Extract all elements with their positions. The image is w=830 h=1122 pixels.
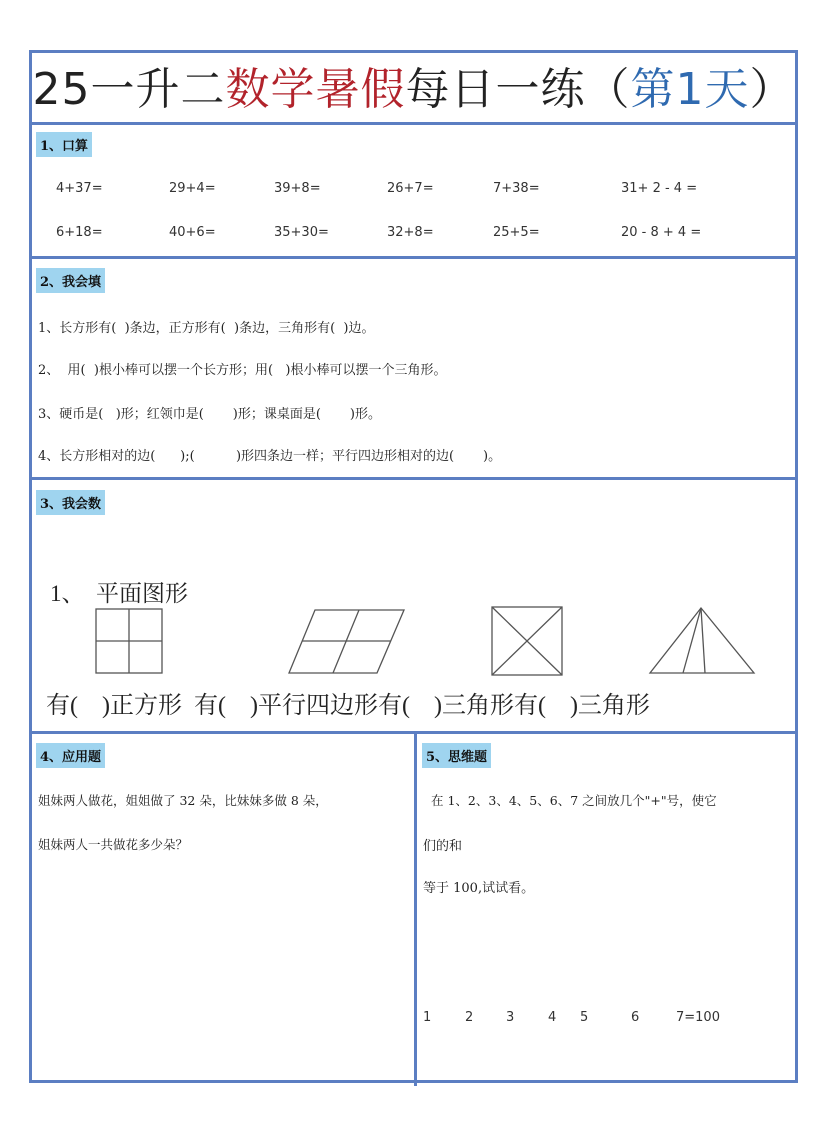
calc-item: 4+37=: [56, 181, 103, 196]
triangle-figure: [648, 606, 758, 676]
section1-label: 1、口算: [36, 132, 92, 157]
title-prefix: 25一升二: [32, 64, 226, 115]
problem-text: 姐妹两人一共做花多少朵？: [38, 837, 189, 852]
puzzle-number: 1: [423, 1010, 432, 1025]
fill-question: 3、硬币是( )形；红领巾是( )形；课桌面是( )形。: [38, 407, 381, 422]
worksheet: [29, 50, 798, 1083]
calc-item: 35+30=: [274, 225, 329, 240]
square-grid-figure: [95, 608, 165, 676]
problem-text: 姐妹两人做花，姐姐做了 32 朵，比妹妹多做 8 朵，: [38, 793, 328, 808]
calc-item: 40+6=: [169, 225, 216, 240]
title-suffix: ）: [749, 64, 795, 115]
calc-item: 20 - 8 + 4 =: [621, 225, 702, 240]
title-blue: 第1天: [630, 64, 750, 115]
page-title: [32, 53, 795, 123]
section4-label: 4、应用题: [36, 743, 105, 768]
section3: [32, 480, 795, 732]
shapes-subtitle: 1、 平面图形: [50, 581, 188, 606]
calc-item: 32+8=: [387, 225, 434, 240]
divider: [32, 256, 795, 259]
puzzle-text: 们的和: [423, 839, 463, 854]
count-answer: 有( )平行四边形: [193, 693, 378, 719]
puzzle-number: 2: [465, 1010, 474, 1025]
fill-question: 2、 用( )根小棒可以摆一个长方形；用( )根小棒可以摆一个三角形。: [38, 363, 447, 378]
count-answer: 有( )三角形: [377, 693, 514, 719]
divider: [32, 122, 795, 125]
calc-item: 25+5=: [493, 225, 540, 240]
puzzle-number: 5: [580, 1010, 589, 1025]
fill-question: 4、长方形相对的边( );( )形四条边一样；平行四边形相对的边( )。: [38, 449, 502, 464]
fill-question: 1、长方形有( )条边，正方形有( )条边，三角形有( )边。: [38, 321, 375, 336]
calc-item: 7+38=: [493, 181, 540, 196]
count-answer: 有( )三角形: [513, 693, 650, 719]
puzzle-text: 在 1、2、3、4、5、6、7 之间放几个"+"号，使它: [431, 793, 717, 808]
section3-label: 3、我会数: [36, 490, 105, 515]
calc-item: 26+7=: [387, 181, 434, 196]
title-middle: 每日一练（: [405, 64, 631, 115]
parallelogram-figure: [288, 608, 408, 676]
calc-item: 31+ 2 - 4 =: [621, 181, 698, 196]
square-cross-figure: [491, 606, 565, 678]
column-divider: [414, 731, 417, 1086]
puzzle-text: 等于 100,试试看。: [423, 881, 535, 896]
count-answer: 有( )正方形: [46, 693, 182, 719]
puzzle-number: 4: [548, 1010, 557, 1025]
puzzle-number: 6: [631, 1010, 640, 1025]
title-red: 数学暑假: [225, 64, 406, 115]
puzzle-number: 3: [506, 1010, 515, 1025]
calc-item: 6+18=: [56, 225, 103, 240]
section2-label: 2、我会填: [36, 268, 105, 293]
count-answers: [46, 685, 650, 720]
calc-item: 39+8=: [274, 181, 321, 196]
section5-label: 5、思维题: [422, 743, 491, 768]
puzzle-number: 7=100: [676, 1010, 720, 1025]
calc-item: 29+4=: [169, 181, 216, 196]
